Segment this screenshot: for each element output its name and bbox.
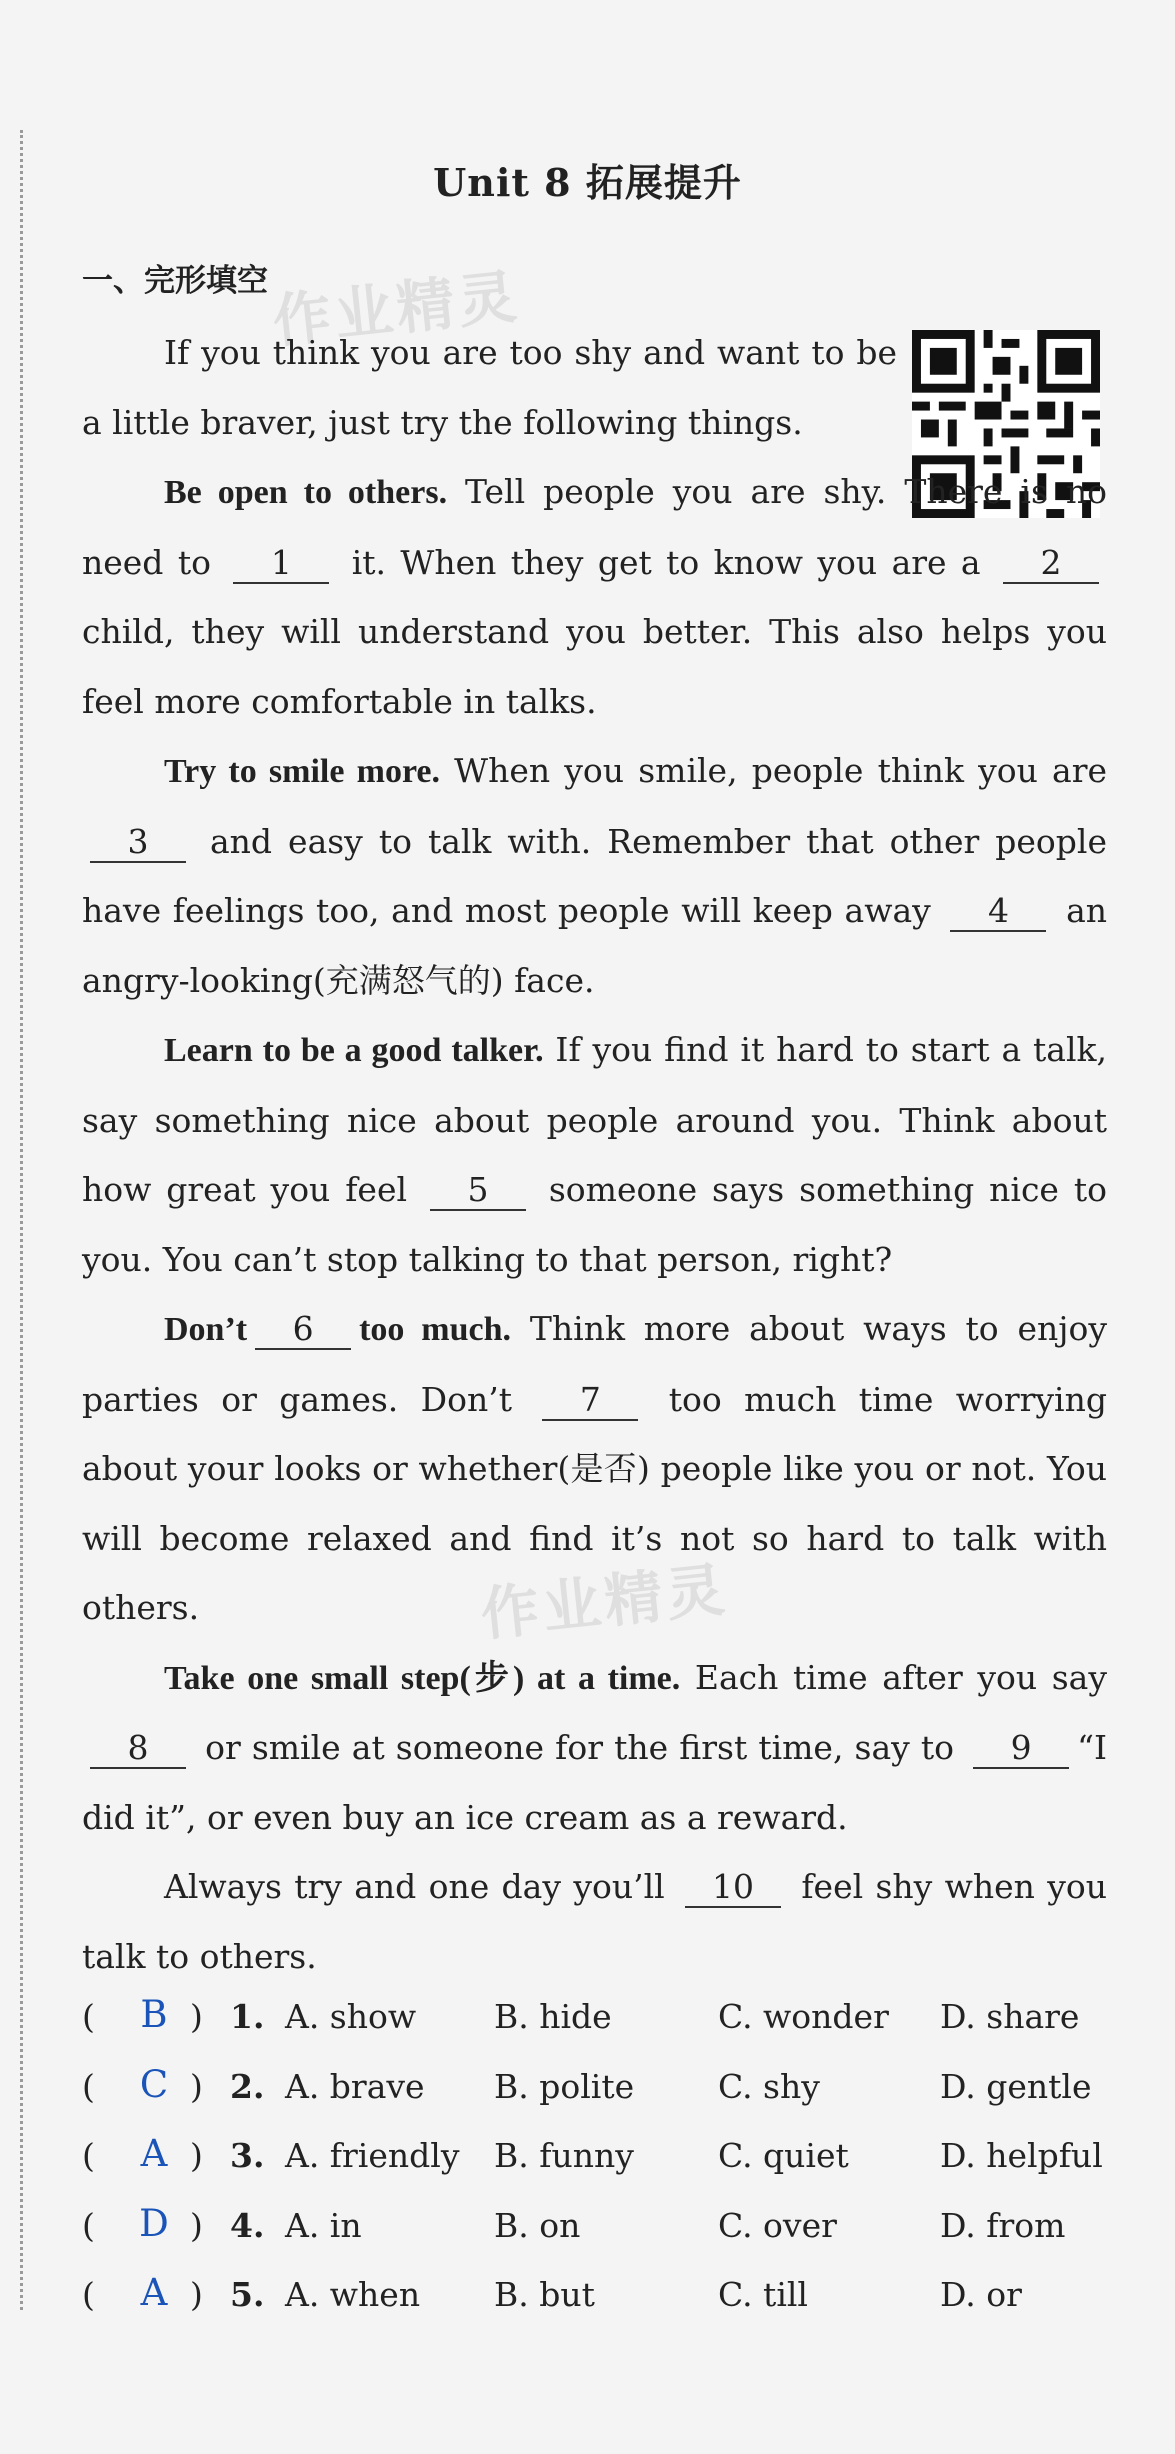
answer-paren-open: ( bbox=[82, 2136, 95, 2175]
question-row-3 bbox=[82, 2124, 1162, 2194]
multiple-choice-list bbox=[82, 1985, 1162, 2333]
option-c: C. shy bbox=[718, 2066, 820, 2106]
section-heading: 一、完形填空 bbox=[82, 263, 268, 299]
answer-paren-open: ( bbox=[82, 2275, 95, 2314]
answer-letter: D bbox=[139, 2201, 169, 2245]
blank-3: 3 bbox=[90, 823, 186, 863]
option-b: B. on bbox=[494, 2205, 581, 2245]
question-row-2 bbox=[82, 2055, 1162, 2125]
blank-9: 9 bbox=[973, 1729, 1069, 1769]
passage-paragraph-4: Learn to be a good talker. If you find it hard to start a talk, say something nice about people around you. Think about how great you feel 5 someone says something nice to you. You can’t stop talking to that person, right? bbox=[82, 1030, 1108, 1279]
passage-paragraph-7: Always try and one day you’ll 10 feel shy when you talk to others. bbox=[82, 1867, 1107, 1976]
passage-paragraph-6: Take one small step(步) at a time. Each time after you say 8 or smile at someone for the first time, say to 9 “I did it”, or even buy an ice cream as a reward. bbox=[82, 1657, 1107, 1837]
option-a: A. friendly bbox=[285, 2136, 460, 2175]
watermark: 作业精灵 bbox=[477, 1555, 732, 1649]
option-a: A. in bbox=[285, 2205, 362, 2245]
answer-paren-close: ) bbox=[190, 2275, 203, 2314]
answer-paren-open: ( bbox=[82, 2205, 95, 2245]
question-row-5 bbox=[82, 2263, 1162, 2333]
blank-2: 2 bbox=[1003, 544, 1099, 584]
answer-letter: A bbox=[140, 2271, 168, 2314]
answer-paren-close: ) bbox=[190, 2205, 203, 2245]
option-b: B. polite bbox=[494, 2066, 635, 2106]
option-c: C. over bbox=[718, 2205, 837, 2245]
option-a: A. when bbox=[285, 2275, 421, 2314]
cloze-passage bbox=[82, 318, 1107, 1991]
option-b: B. funny bbox=[494, 2136, 634, 2175]
answer-paren-close: ) bbox=[190, 1997, 203, 2036]
option-c: C. quiet bbox=[718, 2136, 849, 2175]
answer-paren-open: ( bbox=[82, 2066, 95, 2106]
answer-letter: A bbox=[140, 2132, 168, 2175]
option-d: D. share bbox=[940, 1997, 1080, 2036]
answer-paren-close: ) bbox=[190, 2136, 203, 2175]
option-c: C. till bbox=[718, 2275, 808, 2314]
question-number: 4. bbox=[230, 2205, 265, 2245]
bold-heading: Be open to others. bbox=[164, 474, 448, 511]
bold-heading: Take one small step(步) at a time. bbox=[164, 1659, 681, 1697]
bold-heading: Learn to be a good talker. bbox=[164, 1032, 544, 1069]
passage-paragraph-2: Be open to others. Tell people you are shy. There is no need to 1 it. When they get to know you are a 2 child, they will understand you better. This also helps you feel more comfortable in talks. bbox=[82, 472, 1107, 721]
question-row-1 bbox=[82, 1985, 1162, 2055]
answer-paren-open: ( bbox=[82, 1997, 95, 2036]
answer-letter: C bbox=[139, 2062, 169, 2106]
passage-paragraph-3: Try to smile more. When you smile, people think you are 3 and easy to talk with. Remember that other people have feelings too, and most people will keep away 4 an angry-looking(充满怒气的) face. bbox=[82, 751, 1108, 1000]
bold-heading: Don’t bbox=[164, 1311, 248, 1348]
blank-4: 4 bbox=[950, 892, 1046, 932]
blank-8: 8 bbox=[90, 1729, 186, 1769]
question-number: 5. bbox=[230, 2275, 265, 2314]
option-a: A. brave bbox=[285, 2066, 425, 2106]
watermark: 作业精灵 bbox=[269, 262, 524, 356]
passage-paragraph-5: Don’t 6 too much. Think more about ways to enjoy parties or games. Don’t 7 too much time worrying about your looks or whether(是否) people like you or not. You will become relaxed and find it’s not so hard to talk with others. bbox=[82, 1309, 1107, 1627]
answer-paren-close: ) bbox=[190, 2066, 203, 2106]
passage-paragraph-intro: If you think you are too shy and want to be a little braver, just try the following things. bbox=[82, 333, 897, 442]
option-b: B. hide bbox=[494, 1997, 612, 2036]
question-number: 1. bbox=[230, 1997, 265, 2036]
option-c: C. wonder bbox=[718, 1997, 889, 2036]
blank-10: 10 bbox=[685, 1868, 781, 1908]
answer-letter: B bbox=[140, 1993, 168, 2036]
bold-heading: too much. bbox=[359, 1311, 512, 1348]
page-edge-dotted-line bbox=[20, 130, 23, 2310]
option-a: A. show bbox=[285, 1997, 417, 2036]
option-d: D. gentle bbox=[940, 2066, 1092, 2106]
question-number: 3. bbox=[230, 2136, 265, 2175]
option-d: D. helpful bbox=[940, 2136, 1103, 2175]
question-row-4 bbox=[82, 2194, 1162, 2264]
page-title: Unit 8 拓展提升 bbox=[433, 160, 742, 205]
blank-1: 1 bbox=[233, 544, 329, 584]
blank-7: 7 bbox=[542, 1381, 638, 1421]
question-number: 2. bbox=[230, 2066, 265, 2106]
bold-heading: Try to smile more. bbox=[164, 753, 441, 790]
blank-6: 6 bbox=[255, 1310, 351, 1350]
blank-5: 5 bbox=[430, 1171, 526, 1211]
option-d: D. or bbox=[940, 2275, 1022, 2314]
option-b: B. but bbox=[494, 2275, 595, 2314]
option-d: D. from bbox=[940, 2205, 1066, 2245]
